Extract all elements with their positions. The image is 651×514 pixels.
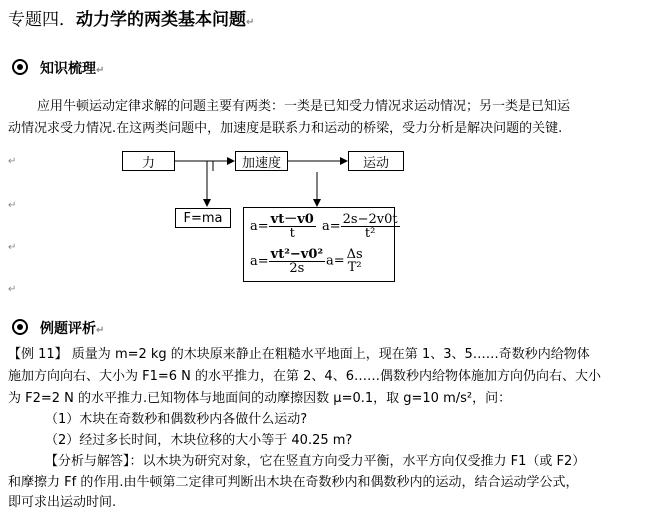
formula-delta-s (326, 248, 365, 274)
analysis-line-3: 即可求出运动时间. (8, 495, 117, 510)
box-fma: F=ma (175, 208, 231, 228)
analysis-line-1: 【分析与解答】：以木块为研究对象，它在竖直方向受力平衡，水平方向仅受推力 F1（或 F2） (45, 454, 586, 469)
formula-numerator: vt－v0 (270, 212, 314, 227)
circle-bullet-icon (12, 319, 28, 335)
paragraph-mark: ↵ (8, 284, 17, 295)
formula-lhs: a= (326, 253, 345, 269)
paragraph-mark: ↵ (8, 156, 17, 167)
analysis-line-2: 和摩擦力 Ff 的作用.由牛顿第二定律可判断出木块在奇数秒内和偶数秒内的运动，结合运动学公式， (8, 475, 579, 490)
formula-lhs: a= (250, 219, 269, 234)
question-2: （2）经过多长时间，木块位移的大小等于 40.25 m? (45, 433, 353, 448)
formula-denominator: 2s (289, 261, 305, 276)
question-1: （1）木块在奇数秒和偶数秒内各做什么运动? (45, 412, 308, 427)
formula-displacement-time (322, 213, 400, 240)
intro-line-1: 应用牛顿运动定律求解的问题主要有两类：一类是已知受力情况求运动情况；另一类是已知运 (37, 99, 571, 114)
formula-velocity-squared (250, 248, 325, 275)
example-line-3: 为 F2=2 N 的水平推力.已知物体与地面间的动摩擦因数 μ=0.1，取 g=10 m/s²，问： (8, 391, 512, 406)
formula-lhs: a= (250, 254, 269, 269)
example-line-2: 施加方向向右、大小为 F1=6 N 的水平推力，在第 2、4、6……偶数秒内给物体施加方向仍向右、大小 (8, 369, 601, 384)
paragraph-mark: ↵ (8, 200, 17, 211)
paragraph-mark: ↵ (96, 65, 105, 76)
formula-numerator: Δs (346, 247, 363, 262)
section-knowledge-label: 知识梳理 (40, 61, 96, 77)
section-examples (12, 318, 104, 338)
section-examples-label: 例题评析 (40, 321, 96, 337)
formula-denominator: t (289, 226, 295, 241)
paragraph-mark: ↵ (8, 242, 17, 253)
example-line-1: 【例 11】 质量为 m=2 kg 的木块原来静止在粗糙水平地面上，现在第 1、3、5……奇数秒内给物体 (8, 347, 590, 362)
box-acceleration: 加速度 (235, 151, 288, 171)
box-motion: 运动 (348, 151, 404, 171)
formula-numerator: vt²−v0² (270, 247, 324, 262)
title-prefix: 专题四． (8, 10, 76, 30)
formula-denominator: T² (347, 260, 362, 275)
formula-velocity-time (250, 213, 316, 240)
title-main: 动力学的两类基本问题 (76, 10, 246, 30)
formula-lhs: a= (322, 219, 341, 234)
formula-numerator: 2s−2v0t (342, 212, 398, 227)
paragraph-mark: ↵ (96, 325, 105, 336)
formula-denominator: t² (364, 226, 376, 241)
box-force: 力 (122, 151, 175, 171)
intro-line-2: 动情况求受力情况.在这两类问题中，加速度是联系力和运动的桥梁，受力分析是解决问题的关键. (8, 121, 563, 136)
paragraph-mark: ↵ (246, 17, 255, 28)
